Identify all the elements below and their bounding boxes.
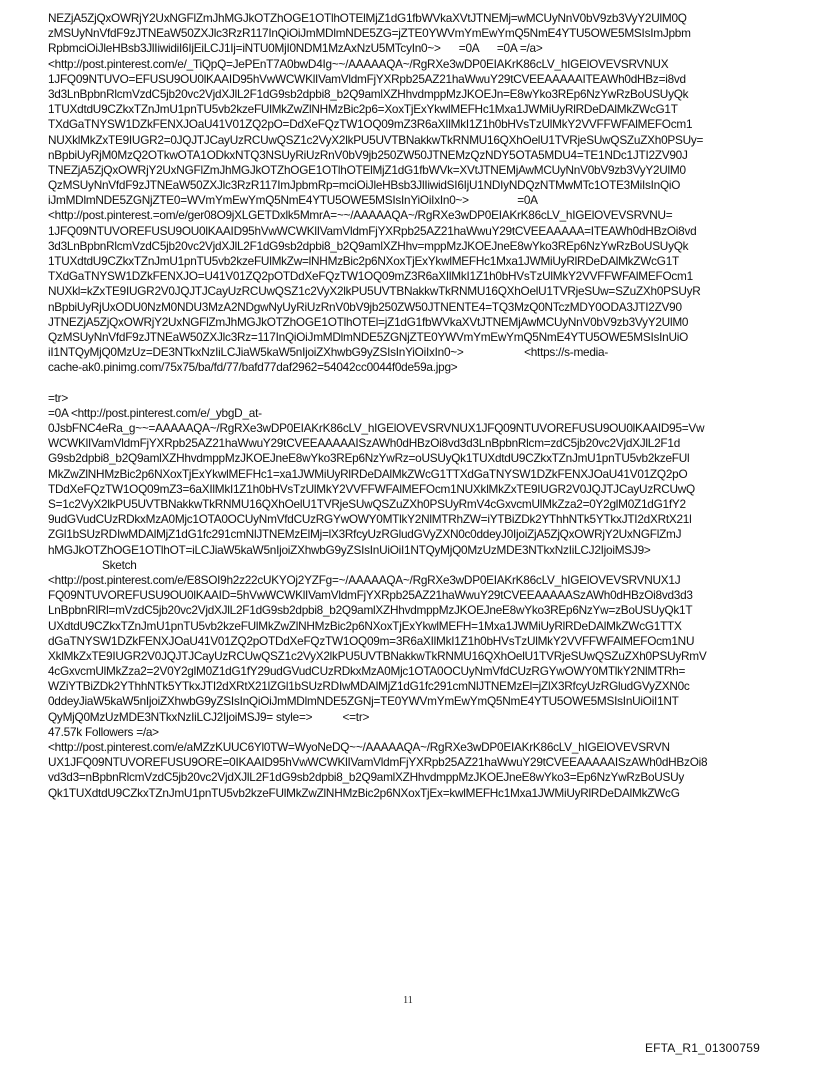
encoded-link-block-3 [48, 573, 793, 725]
followers-line: 47.57k Followers =/a> [48, 724, 159, 739]
text-line: <http://post.pinterest.com/e/aMZzKUUC6Yl0TW=WyoNeDQ~~/AAAAAQA~/RgRXe3wDP0EIAKrK86cLV_hIGElOVEVSRVN [48, 740, 670, 754]
text-line: 0ddeyJiaW5kaW5nIjoiZXhwbG9yZSIsInQiOiJmMDlmNDE5ZGNj=TE0YWVmYmEwYmQ5NmE4YTU5OWE5MSIsInUiOiI1NT [48, 694, 679, 709]
text-line: cache-ak0.pinimg.com/75x75/ba/fd/77/bafd77daf2962=54042cc0044f0de59a.jpg> [48, 360, 458, 375]
text-line: NUXkl=kZxTE9IUGR2V0JQJTJCayUzRCUwQSZ1c2VyX2lkPU5UVTBNakkwTkRNMU16QXhOelU1TVRjeSUw=SZuZXh0PSUyR [48, 284, 701, 299]
text-line: TDdXeFQzTW1OQ09mZ3=6aXIlMkI1Z1h0bHVsTzUlMkY2VVFFWFAlMEFOcm1NUXklMkZxTE9IUGR2V0JQJTJCayUzRCUwQ [48, 481, 695, 496]
text-line: Qk1TUXdtdU9CZkxTZnJmU1pnTU5vb2kzeFUlMkZwZlNHMzBic2p6NXoxTjEx=kwlMEFHc1Mxa1JWMiUyRlRDeDAlMkZWcG [48, 785, 680, 800]
text-line: 3d3LnBpbnRlcmVzdC5jb20vc2VjdXJlL2F1dG9sb2dpbi8_b2Q9amlXZHhv=mppMzJKOEJneE8wYko3REp6NzYwRzBoUSUyQk [48, 238, 689, 253]
document-id: EFTA_R1_01300759 [644, 1041, 760, 1055]
text-line: hMGJkOTZhOGE1OTlhOT=iLCJiaW5kaW5nIjoiZXhwbG9yZSIsInUiOiI1NTQyMjQ0MzUzMDE3NTkxNzIiLCJ2IjoiMSJ9> [48, 542, 651, 557]
text-line: NEZjA5ZjQxOWRjY2UxNGFlZmJhMGJkOTZhOGE1OTlhOTElMjZ1dG1fbWVkaXVtJTNEMj=wMCUyNnV0bV9zb3VyY2UlM0Q [48, 11, 687, 25]
sketch-label: Sketch [102, 557, 137, 572]
text-line: FQ09NTUVOREFUSU9OU0lKAAID=5hVwWCWKlIVamVldmFjYXRpb25AZ21haWwuY29tCVEEAAAAASzAWh0dHBzOi8vd3d3 [48, 588, 693, 603]
text-line: 1TUXdtdU9CZkxTZnJmU1pnTU5vb2kzeFUlMkZwZlNHMzBic2p6=XoxTjExYkwlMEFHc1Mxa1JWMiUyRlRDeDAlMkZWcG1T [48, 102, 678, 117]
text-line: NUXklMkZxTE9IUGR2=0JQJTJCayUzRCUwQSZ1c2VyX2lkPU5UVTBNakkwTkRNMU16QXhOelU1TVRjeSUwQSZuZXh0PSUy= [48, 132, 704, 147]
text-line: LnBpbnRlRl=mVzdC5jb20vc2VjdXJlL2F1dG9sb2dpbi8_b2Q9amlXZHhvdmppMzJKOEJneE8wYko3REp6NzYw=zBoUSUyQk1T [48, 603, 693, 618]
text-line: 4cGxvcmUlMkZza2=2V0Y2glM0Z1dG1fY29udGVudCUzRDkxMzA0Mjc1OTA0OCUyNmVfdCUzRGYwOWY0MTlkY2NlMTRh= [48, 664, 686, 679]
text-line: WCWKlIVamVldmFjYXRpb25AZ21haWwuY29tCVEEAAAAAISzAWh0dHBzOi8vd3d3LnBpbnRlcm=zdC5jb20vc2VjdXJlL2F1d [48, 436, 680, 451]
text-line: QyMjQ0MzUzMDE3NTkxNzIiLCJ2IjoiMSJ9= style=> <=tr> [48, 709, 370, 724]
text-line: =0A <http://post.pinterest.com/e/_ybgD_at- [48, 405, 262, 420]
text-line: vd3d3=nBpbnRlcmVzdC5jb20vc2VjdXJlL2F1dG9sb2dpbi8_b2Q9amlXZHhvdmppMzJKOEJneE8wYko3=Ep6NzYwRzBoUSUy [48, 770, 685, 785]
text-line: S=1c2VyX2lkPU5UVTBNakkwTkRNMU16QXhOelU1TVRjeSUwQSZuZXh0PSUyRmV4cGxvcmUlMkZza2=0Y2glM0Z1dG1fY2 [48, 497, 686, 511]
text-line: nBpbiUyRjUxODU0NzM0NDU3MzA2NDgwNyUyRiUzRnV0bV9jb250ZW50JTNENTE4=TQ3MzQ0NTczMDY0ODA3JTI2ZV90 [48, 299, 682, 314]
text-line: QzMSUyNnVfdF9zJTNEaW50ZXJlc3Rz=117InQiOiJmMDlmNDE5ZGNjZTE0YWVmYmEwYmQ5NmE4YTU5OWE5MSIsInUiO [48, 329, 689, 344]
encoded-link-block-2 [48, 391, 793, 558]
text-line: 3d3LnBpbnRlcmVzdC5jb20vc2VjdXJlL2F1dG9sb2dpbi8_b2Q9amlXZHhvdmppMzJKOEJn=E8wYko3REp6NzYwRzBoUSUyQk [48, 86, 689, 101]
text-line: 9udGVudCUzRDkxMzA0Mjc1OTA0OCUyNmVfdCUzRGYwOWY0MTlkY2NlMTRhZW=iYTBiZDk2YThhNTk5YTkxJTI2dXRtX21l [48, 512, 692, 527]
text-line: <http://post.pinterest.com/e/E8SOI9h2z22cUKYOj2YZFg=~/AAAAAQA~/RgRXe3wDP0EIAKrK86cLV_hIGElOVEVSRVNUX1J [48, 572, 681, 587]
text-line: WZiYTBiZDk2YThhNTk5YTkxJTI2dXRtX21lZGl1bSUzRDIwMDAlMjZ1dG1fc291cmNlJTNEMzEl=jZlX3RfcyUzRGludGVyZXN0c [48, 679, 690, 694]
email-body-text [48, 11, 793, 801]
text-line: zMSUyNnVfdF9zJTNEaW50ZXJlc3RzR117InQiOiJmMDlmNDE5ZG=jZTE0YWVmYmEwYmQ5NmE4YTU5OWE5MSIsImJpbm [48, 26, 691, 41]
text-line: 1JFQ09NTUVOREFUSU9OU0lKAAID95hVwWCWKlIVamVldmFjYXRpb25AZ21haWwuY29tCVEEAAAAA=ITEAWh0dHBzOi8vd [48, 223, 697, 238]
encoded-link-block-1 [48, 11, 793, 376]
text-line: dGaTNYSW1DZkFENXJOaU41V01ZQ2pOTDdXeFQzTW1OQ09m=3R6aXIlMkI1Z1h0bHVsTzUlMkY2VVFFWFAlMEFOcm1NU [48, 633, 695, 648]
text-line: nBpbiUyRjM0MzQ2OTkwOTA1ODkxNTQ3NSUyRiUzRnV0bV9jb250ZW50JTNEMzQzNDY5OTA5MDU4=TE1NDc1JTI2ZV90J [48, 147, 688, 162]
text-line: TXdGaTNYSW1DZkFENXJOaU41V01ZQ2pO=DdXeFQzTW1OQ09mZ3R6aXIlMkI1Z1h0bHVsTzUlMkY2VVFFWFAlMEFOcm1 [48, 117, 693, 132]
text-line: TXdGaTNYSW1DZkFENXJO=U41V01ZQ2pOTDdXeFQzTW1OQ09mZ3R6aXIlMkI1Z1h0bHVsTzUlMkY2VVFFWFAlMEFOcm1 [48, 269, 693, 284]
text-line: MkZwZlNHMzBic2p6NXoxTjExYkwlMEFHc1=xa1JWMiUyRlRDeDAlMkZWcG1TTXdGaTNYSW1DZkFENXJOaU41V01ZQ2pO [48, 466, 688, 481]
text-line: 1JFQ09NTUVO=EFUSU9OU0lKAAID95hVwWCWKlIVamVldmFjYXRpb25AZ21haWwuY29tCVEEAAAAAITEAWh0dHBz=i8vd [48, 71, 686, 86]
encoded-link-block-4 [48, 740, 793, 801]
text-line: QzMSUyNnVfdF9zJTNEaW50ZXJlc3RzR117ImJpbmRp=mciOiJleHBsb3JlIiwidSI6IjU1NDIyNDQzNTMwMTc1OTE3MiIsInQiO [48, 178, 681, 193]
text-line: <http://post.pinterest.com/e/_TiQpQ=JePEnT7A0bwD4Ig~~/AAAAAQA~/RgRXe3wDP0EIAKrK86cLV_hIGElOVEVSRVNUX [48, 56, 669, 71]
text-line: RpbmciOiJleHBsb3JlIiwidiI6IjEiLCJ1Ij=iNTU0MjI0NDM1MzAxNzU5MTcyIn0~> =0A =0A =/a> [48, 41, 543, 56]
blank-line [48, 376, 793, 391]
text-line: 0JsbFNC4eRa_g~~=AAAAAQA~/RgRXe3wDP0EIAKrK86cLV_hIGElOVEVSRVNUX1JFQ09NTUVOREFUSU9OU0lKAAID95=Vw [48, 421, 705, 436]
text-line: JTNEZjA5ZjQxOWRjY2UxNGFlZmJhMGJkOTZhOGE1OTlhOTEl=jZ1dG1fbWVkaXVtJTNEMjAwMCUyNnV0bV9zb3VyY2UlM0 [48, 314, 689, 329]
text-line: UXdtdU9CZkxTZnJmU1pnTU5vb2kzeFUlMkZwZlNHMzBic2p6NXoxTjExYkwlMEFH=1Mxa1JWMiUyRlRDeDAlMkZWcG1TTX [48, 618, 682, 633]
text-line: iI1NTQyMjQ0MzUz=DE3NTkxNzIiLCJiaW5kaW5nIjoiZXhwbG9yZSIsInYiOiIxIn0~> <https://s-media- [48, 345, 609, 360]
text-line: UX1JFQ09NTUVOREFUSU9ORE=0IKAAID95hVwWCWKlIVamVldmFjYXRpb25AZ21haWwuY29tCVEEAAAAAISzAWh0dHBzOi8 [48, 755, 708, 770]
text-line: <http://post.pinterest.=om/e/ger08O9jXLGETDxlk5MmrA=~~/AAAAAQA~/RgRXe3wDP0EIAKrK86cLV_hIGElOVEVSRVNU= [48, 208, 673, 223]
text-line: =tr> [48, 390, 68, 405]
text-line: G9sb2dpbi8_b2Q9amlXZHhvdmppMzJKOEJneE8wYko3REp6NzYwRz=oUSUyQk1TUXdtdU9CZkxTZnJmU1pnTU5vb2kzeFUl [48, 451, 690, 466]
text-line: ZGl1bSUzRDIwMDAlMjZ1dG1fc291cmNlJTNEMzElMj=lX3RfcyUzRGludGVyZXN0c0ddeyJ0IjoiZjA5ZjQxOWRjY2UxNGFlZmJ [48, 527, 682, 542]
text-line: iJmMDlmNDE5ZGNjZTE0=WVmYmEwYmQ5NmE4YTU5OWE5MSIsInYiOiIxIn0~> =0A [48, 193, 538, 208]
page-number: 11 [403, 995, 413, 1006]
text-line: 1TUXdtdU9CZkxTZnJmU1pnTU5vb2kzeFUlMkZw=lNHMzBic2p6NXoxTjExYkwlMEFHc1Mxa1JWMiUyRlRDeDAlMkZWcG1T [48, 254, 679, 268]
text-line: XklMkZxTE9IUGR2V0JQJTJCayUzRCUwQSZ1c2VyX2lkPU5UVTBNakkwTkRNMU16QXhOelU1TVRjeSUwQSZuZXh0PSUyRmV [48, 648, 707, 663]
text-line: TNEZjA5ZjQxOWRjY2UxNGFlZmJhMGJkOTZhOGE1OTlhOTElMjZ1dG1fbWVk=XVtJTNEMjAwMCUyNnV0bV9zb3VyY2UlM0 [48, 162, 686, 177]
